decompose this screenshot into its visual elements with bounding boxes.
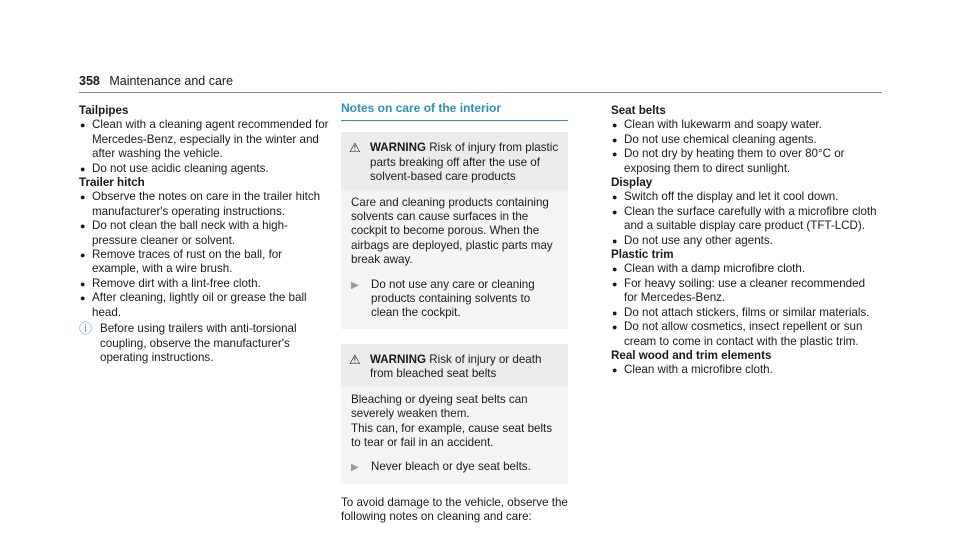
list-item: ● Do not use any other agents. [612, 233, 773, 247]
bullet-icon: ● [612, 278, 618, 289]
column-right [611, 104, 881, 378]
interior-care-title: Notes on care of the interior [341, 101, 568, 121]
bullet-icon: ● [80, 120, 86, 131]
warning-title: Risk of injury or death from bleached seat belts [370, 352, 542, 381]
list-item: ● Clean with a cleaning agent recommended for Mercedes-Benz, especially in the winter and after washing the vehicle. [80, 118, 329, 161]
display-heading: Display [611, 176, 653, 190]
bullet-icon: ● [612, 322, 618, 333]
bullet-icon: ● [612, 192, 618, 203]
warning-action [351, 460, 560, 475]
list-item: ● Clean with lukewarm and soapy water. [612, 118, 822, 132]
warning-body [341, 190, 568, 329]
display-list [611, 190, 881, 248]
list-item: ● Remove dirt with a lint-free cloth. [80, 276, 261, 290]
list-item: ● Do not dry by heating them to over 80°C or exposing them to direct sunlight. [612, 147, 845, 175]
trailer-hitch-list [79, 190, 329, 320]
trailer-hitch-heading: Trailer hitch [79, 176, 145, 190]
info-note-text: Before using trailers with anti-torsional coupling, observe the manufacturer's operating instructions. [100, 322, 297, 364]
section-title: Maintenance and care [109, 74, 234, 88]
list-item: ● Observe the notes on care in the trailer hitch manufacturer's operating instructions. [80, 190, 321, 218]
bullet-icon: ● [612, 149, 618, 160]
list-item: ● Clean the surface carefully with a microfibre cloth and a suitable display care product (TFT-LCD). [612, 204, 877, 233]
warning-box-seatbelts [341, 344, 568, 484]
warning-box-plastic [341, 132, 568, 328]
warning-label: WARNING [370, 352, 427, 366]
info-note-icon: ⓘ [79, 321, 93, 337]
real-wood-list [611, 363, 881, 377]
bullet-icon: ● [612, 120, 618, 131]
header-divider [79, 92, 882, 93]
bullet-icon: ● [612, 235, 618, 246]
bullet-icon: ● [80, 221, 86, 232]
seat-belts-heading: Seat belts [611, 104, 666, 117]
list-item: ● Do not attach stickers, films or similar materials. [612, 305, 870, 319]
page-header [79, 74, 233, 88]
care-intro-text: To avoid damage to the vehicle, observe the following notes on cleaning and care: [341, 495, 568, 524]
warning-triangle-icon: ⚠ [349, 140, 361, 156]
warning-action [351, 278, 560, 321]
action-arrow-icon: ▶ [351, 462, 359, 474]
list-item: ● Do not clean the ball neck with a high-pressure cleaner or solvent. [80, 219, 288, 247]
bullet-icon: ● [612, 365, 618, 376]
bullet-icon: ● [80, 192, 86, 203]
bullet-icon: ● [612, 206, 618, 217]
bullet-icon: ● [80, 293, 86, 304]
tailpipes-heading: Tailpipes [79, 104, 129, 117]
action-arrow-icon: ▶ [351, 279, 359, 291]
tailpipes-list [79, 118, 329, 176]
bullet-icon: ● [612, 134, 618, 145]
warning-label: WARNING [370, 141, 427, 155]
warning-body [341, 387, 568, 484]
list-item: ● Remove traces of rust on the ball, for example, with a wire brush. [80, 248, 283, 276]
bullet-icon: ● [80, 163, 86, 174]
list-item: ● Switch off the display and let it cool down. [612, 190, 839, 204]
bullet-icon: ● [80, 278, 86, 289]
column-middle [341, 101, 568, 525]
list-item: ● Clean with a damp microfibre cloth. [612, 262, 806, 276]
plastic-trim-heading: Plastic trim [611, 248, 674, 262]
bullet-icon: ● [80, 250, 86, 261]
list-item: ● After cleaning, lightly oil or grease the ball head. [80, 291, 307, 319]
warning-text: Care and cleaning products containing solvents can cause surfaces in the cockpit to become porous. When the airbags are deployed, plastic parts may break away. [351, 195, 553, 267]
warning-triangle-icon: ⚠ [349, 351, 361, 367]
bullet-icon: ● [612, 307, 618, 318]
warning-title: Risk of injury from plastic parts breaking off after the use of solvent-based care products [370, 141, 559, 184]
bullet-icon: ● [612, 264, 618, 275]
seat-belts-list [611, 118, 881, 176]
list-item: ● Do not use acidic cleaning agents. [80, 161, 269, 175]
warning-action-text: Never bleach or dye seat belts. [371, 460, 531, 474]
warning-action-text: Do not use any care or cleaning products containing solvents to clean the cockpit. [371, 277, 535, 320]
list-item: ● Do not use chemical cleaning agents. [612, 132, 817, 146]
warning-header [341, 132, 568, 189]
warning-text: This can, for example, cause seat belts to tear or fail in an accident. [351, 421, 553, 449]
info-note [79, 322, 329, 365]
list-item: ● Clean with a microfibre cloth. [612, 363, 773, 377]
real-wood-heading: Real wood and trim elements [611, 348, 772, 362]
page-number: 358 [79, 74, 100, 88]
plastic-trim-list [611, 262, 881, 348]
warning-header [341, 344, 568, 387]
column-left [79, 104, 329, 365]
warning-text: Bleaching or dyeing seat belts can severely weaken them. [351, 392, 528, 421]
list-item: ● Do not allow cosmetics, insect repellent or sun cream to come in contact with the plastic trim. [612, 320, 863, 348]
list-item: ● For heavy soiling: use a cleaner recommended for Mercedes-Benz. [612, 276, 866, 305]
